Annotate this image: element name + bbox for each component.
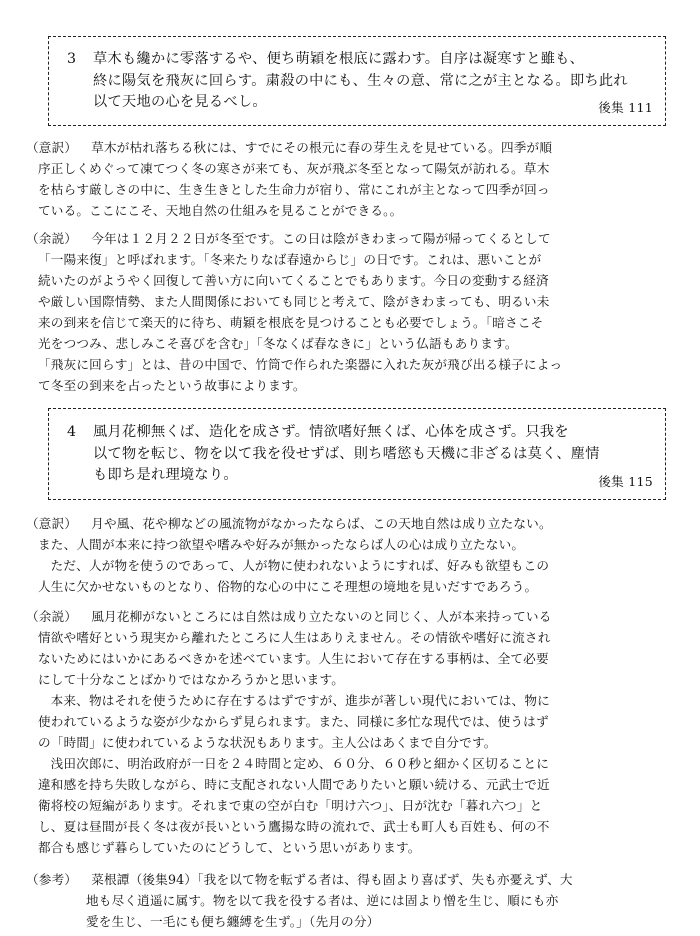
source-reference: 後集 111 (598, 100, 653, 115)
passage-line: も即ち是れ理境なり。 (93, 467, 238, 483)
passage-number: 3 (67, 51, 77, 67)
passage-box-4 (48, 408, 666, 500)
passage-line: 終に陽気を飛灰に回らす。粛殺の中にも、生々の意、常に之が主となる。即ち此れ (93, 72, 628, 89)
passage-number: 4 (67, 424, 77, 440)
translation-section-4: （意訳） 月や風、花や柳などの風流物がなかったならば、この天地自然は成り立たない。 また、人間が本来に持つ欲望や嗜みや好みが無かったならば人の心は成り立たない。 ただ、人が物を使うのであって、人が物に使われないようにすれば、好みも欲望もこの 人生に欠かせないものとなり、俗物的な心の中にこそ理想の境地を見いだすであろう。 (38, 513, 678, 597)
section-label: （意訳） (26, 140, 78, 155)
commentary-section-3: （余説） 今年は１２月２２日が冬至です。この日は陰がきわまって陽が帰ってくるとして 「一陽来復」と呼ばれます。「冬来たりなば春遠からじ」の日です。これは、悪いことが 続いたのがようやく回復して善い方に向いてくることでもあります。今日の変動する経済 や厳しい国際情勢、また人間関係においても同じと考えて、陰がきわまっても、明るい未 来の到来を信じて楽天的に待ち、萌穎を根底を見つけることも必要でしょう。「暗さこそ 光をつつみ、悲しみこそ喜びを含む」「冬なくば春なきに」という仏語もあります。 「飛灰に回らす」とは、昔の中国で、竹筒で作られた楽器に入れた灰が飛び出る様子によっ て冬至の到来を占ったという故事によります。 (38, 228, 678, 396)
passage-line: 以て物を転じ、物を以て我を役せずば、則ち嗜慾も天機に非ざるは莫く、塵情 (93, 445, 600, 462)
passage-line: 以て天地の心を見るべし。 (93, 94, 267, 110)
passage-box-3 (48, 36, 666, 126)
commentary-section-4: （余説） 風月花柳がないところには自然は成り立たないのと同じく、人が本来持っている 情欲や嗜好という現実から離れたところに人生はありえません。その情欲や嗜好に流され ないためにはいかにあるべきかを述べています。人生において存在する事柄は、全て必要 にして十分なことばかりではなかろうかと思います。 本来、物はそれを使うために存在するはずですが、進歩が著しい現代においては、物に 使われているような姿が少なからず見られます。また、同様に多忙な現代では、使うはず の「時間」に使われているような状況もあります。主人公はあくまで自分です。 浅田次郎に、明治政府が一日を２４時間と定め、６０分、６０秒と細かく区切ることに 違和感を持ち失敗しながら、時に支配されない人間でありたいと願い続ける、元武士で近 衛将校の短編があります。それまで東の空が白む「明け六つ」、日が沈む「暮れ六つ」と し、夏は昼間が長く冬は夜が長いという鷹揚な時の流れで、武士も町人も百姓も、何の不 都合も感じず暮らしていたのにどうして、という思いがあります。 (38, 606, 678, 858)
section-label: （余説） (26, 609, 78, 624)
reference-section: （参考） 菜根譚（後集94）「我を以て物を転ずる者は、得も固より喜ばず、失も亦憂えず、大 地も尽く逍遥に属す。物を以て我を役する者は、逆には固より憎を生じ、順にも亦 愛を生じ、一毛にも便ち纏縛を生ず。」（先月の分） (38, 869, 678, 932)
section-label: （意訳） (26, 516, 78, 531)
section-label: （余説） (26, 231, 78, 246)
passage-line: 4 風月花柳無くば、造化を成さず。情欲嗜好無くば、心体を成さず。只我を (67, 422, 657, 444)
section-label: （参考） (26, 872, 78, 887)
source-reference: 後集 115 (598, 474, 653, 489)
translation-section-3: （意訳） 草木が枯れ落ちる秋には、すでにその根元に春の芽生えを見せている。四季が順 序正しくめぐって凍てつく冬の寒さが来ても、灰が飛ぶ冬至となって陽気が訪れる。草木 を枯らす厳しさの中に、生き生きとした生命力が宿り、常にこれが主となって四季が回っ ている。ここにこそ、天地自然の仕組みを見ることができる。。 (38, 137, 678, 221)
passage-line: 3 草木も纔かに零落するや、便ち萌穎を根底に露わす。自序は凝寒すと雖も、 (67, 49, 657, 71)
